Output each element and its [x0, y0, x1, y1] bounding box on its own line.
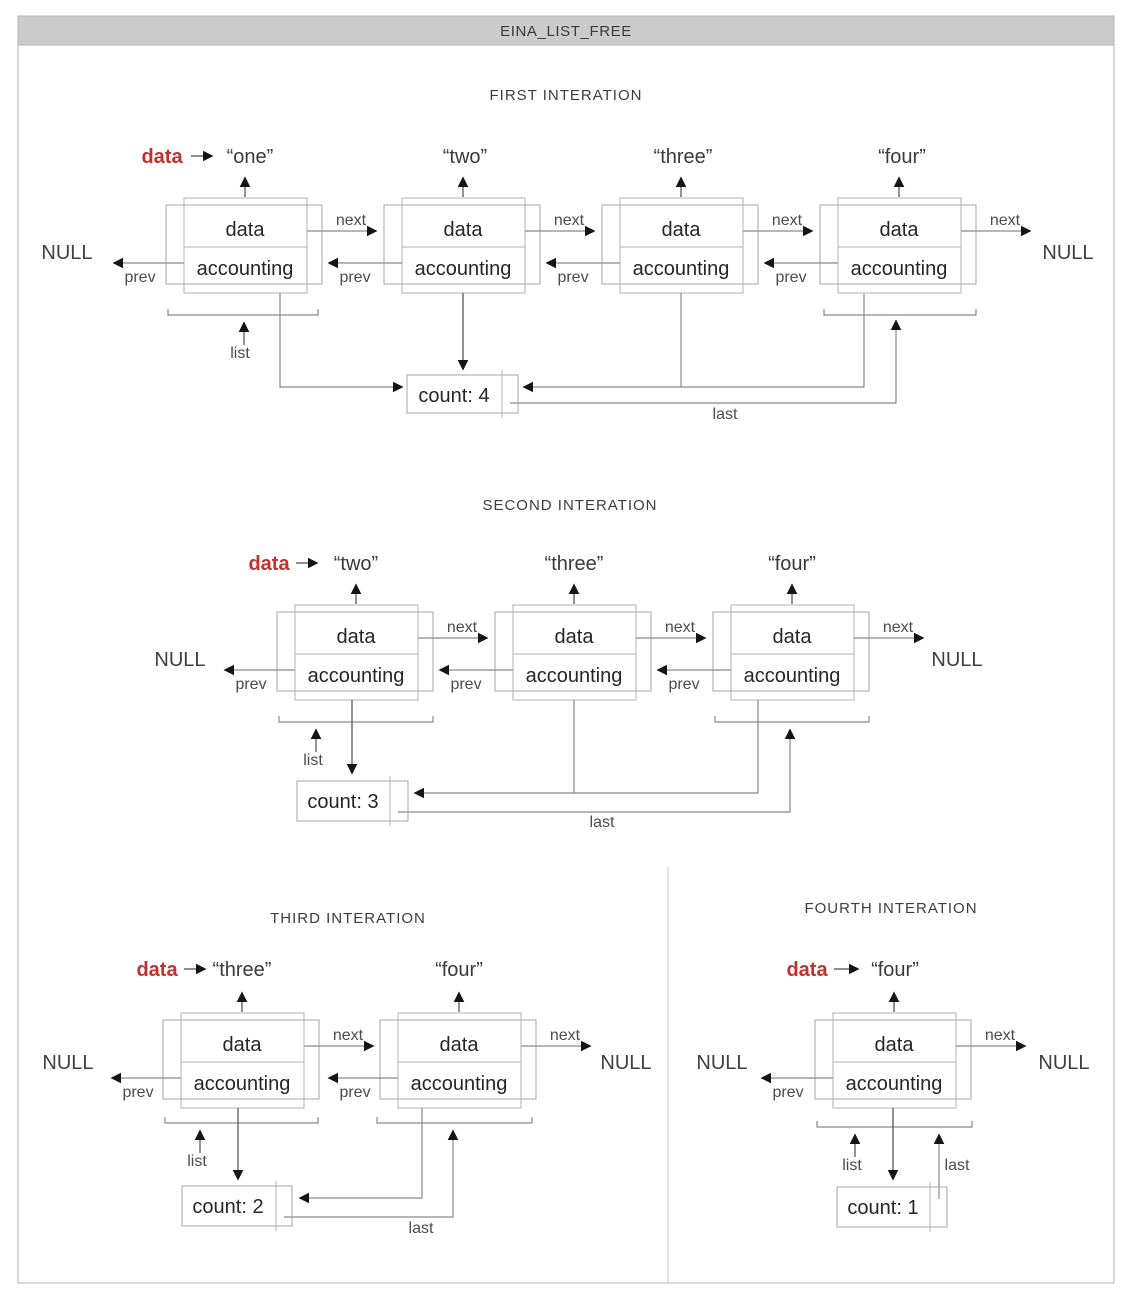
node-data-cell: data [439, 1034, 479, 1056]
null-label: NULL [42, 1052, 94, 1074]
count-label: count: 2 [192, 1196, 264, 1218]
node-data-cell: data [554, 626, 594, 648]
list-label: list [842, 1157, 862, 1174]
last-label: last [589, 814, 615, 831]
data-pointer-label: data [136, 959, 178, 981]
next-label: next [989, 212, 1021, 229]
list-node [713, 605, 869, 700]
data-pointer-label: data [248, 553, 290, 575]
section-third-iteration [42, 910, 651, 1237]
node-data-cell: data [443, 219, 483, 241]
prev-label: prev [339, 1084, 371, 1101]
node-to-count-arrow [415, 700, 758, 793]
last-label: last [712, 406, 738, 423]
header-title: EINA_LIST_FREE [500, 23, 632, 40]
node-data-cell: data [336, 626, 376, 648]
node-bracket [817, 1121, 972, 1127]
node-accounting-cell: accounting [632, 258, 730, 280]
next-label: next [664, 619, 696, 636]
null-label: NULL [600, 1052, 652, 1074]
section-fourth-iteration [696, 900, 1089, 1232]
null-label: NULL [1042, 242, 1094, 264]
list-node [815, 1013, 971, 1108]
section-second-iteration [154, 497, 982, 831]
node-bracket [377, 1117, 532, 1123]
list-node [277, 605, 433, 700]
list-node [384, 198, 540, 293]
value-label: “three” [544, 553, 604, 575]
list-node [163, 1013, 319, 1108]
node-bracket [168, 309, 318, 315]
list-node [166, 198, 322, 293]
last-arrow [510, 321, 896, 403]
node-bracket [165, 1117, 318, 1123]
prev-label: prev [450, 676, 482, 693]
null-label: NULL [931, 649, 983, 671]
next-label: next [549, 1027, 581, 1044]
node-bracket [279, 716, 433, 722]
count-label: count: 3 [307, 791, 379, 813]
node-accounting-cell: accounting [410, 1073, 508, 1095]
list-label: list [303, 752, 323, 769]
section-title: FIRST INTERATION [489, 87, 643, 104]
node-accounting-cell: accounting [414, 258, 512, 280]
node-accounting-cell: accounting [850, 258, 948, 280]
node-data-cell: data [879, 219, 919, 241]
count-box [837, 1182, 947, 1232]
node-accounting-cell: accounting [743, 665, 841, 687]
section-first-iteration [41, 87, 1093, 423]
list-node [820, 198, 976, 293]
next-label: next [984, 1027, 1016, 1044]
prev-label: prev [124, 269, 156, 286]
value-label: “two” [333, 553, 379, 575]
prev-label: prev [122, 1084, 154, 1101]
value-label: “two” [442, 146, 488, 168]
value-label: “three” [653, 146, 713, 168]
node-accounting-cell: accounting [525, 665, 623, 687]
data-pointer-label: data [141, 146, 183, 168]
prev-label: prev [772, 1084, 804, 1101]
prev-label: prev [668, 676, 700, 693]
count-label: count: 1 [847, 1197, 919, 1219]
value-label: “four” [435, 959, 483, 981]
last-label: last [944, 1157, 970, 1174]
node-accounting-cell: accounting [307, 665, 405, 687]
next-label: next [553, 212, 585, 229]
node-to-count-arrow [280, 293, 402, 387]
node-data-cell: data [772, 626, 812, 648]
section-title: THIRD INTERATION [270, 910, 426, 927]
node-bracket [715, 716, 869, 722]
node-data-cell: data [225, 219, 265, 241]
null-label: NULL [154, 649, 206, 671]
node-accounting-cell: accounting [196, 258, 294, 280]
last-arrow [284, 1131, 453, 1217]
count-box [182, 1181, 292, 1231]
section-title: SECOND INTERATION [482, 497, 658, 514]
value-label: “four” [871, 959, 919, 981]
prev-label: prev [339, 269, 371, 286]
value-label: “four” [768, 553, 816, 575]
next-label: next [332, 1027, 364, 1044]
node-data-cell: data [874, 1034, 914, 1056]
list-node [602, 198, 758, 293]
value-label: “three” [212, 959, 272, 981]
node-data-cell: data [222, 1034, 262, 1056]
next-label: next [882, 619, 914, 636]
count-label: count: 4 [418, 385, 490, 407]
data-pointer-label: data [786, 959, 828, 981]
last-label: last [408, 1220, 434, 1237]
section-title: FOURTH INTERATION [804, 900, 978, 917]
prev-label: prev [557, 269, 589, 286]
node-bracket [824, 309, 976, 315]
value-label: “four” [878, 146, 926, 168]
count-box [297, 776, 408, 826]
list-label: list [187, 1153, 207, 1170]
count-box [407, 370, 518, 418]
next-label: next [446, 619, 478, 636]
node-accounting-cell: accounting [193, 1073, 291, 1095]
next-label: next [335, 212, 367, 229]
prev-label: prev [235, 676, 267, 693]
list-node [380, 1013, 536, 1108]
list-node [495, 605, 651, 700]
node-accounting-cell: accounting [845, 1073, 943, 1095]
node-to-count-arrow [524, 294, 864, 387]
null-label: NULL [1038, 1052, 1090, 1074]
prev-label: prev [775, 269, 807, 286]
null-label: NULL [41, 242, 93, 264]
node-data-cell: data [661, 219, 701, 241]
last-arrow [398, 730, 790, 812]
next-label: next [771, 212, 803, 229]
null-label: NULL [696, 1052, 748, 1074]
list-label: list [230, 345, 250, 362]
value-label: “one” [226, 146, 274, 168]
